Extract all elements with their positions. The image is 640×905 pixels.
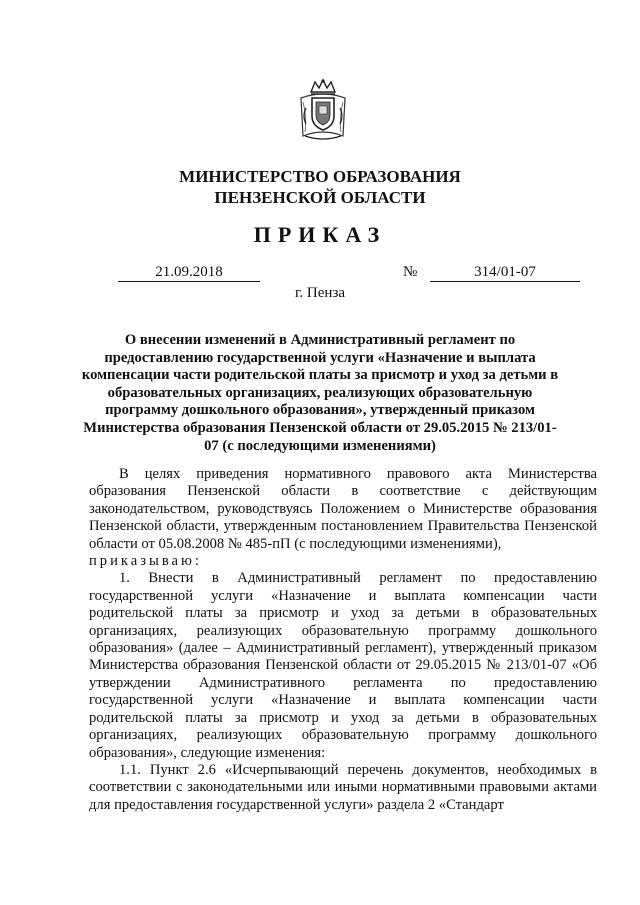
order-number-label: № <box>403 264 418 280</box>
ministry-name-line1: МИНИСТЕРСТВО ОБРАЗОВАНИЯ <box>179 167 461 186</box>
orders-word: приказываю: <box>89 553 202 570</box>
order-date: 21.09.2018 <box>118 263 260 282</box>
coat-of-arms-icon <box>297 78 349 142</box>
order-number: 314/01-07 <box>430 263 580 282</box>
ministry-name-line2: ПЕНЗЕНСКОЙ ОБЛАСТИ <box>214 188 426 207</box>
preamble-text: В целях приведения нормативного правового акта Министерства образования Пензенской области в соответствие с действующим законодательством, руководствуясь Положением о Министерстве образования Пензенской области, утвержденным постановлением Правительства Пензенской области от 05.08.2008 № 485-пП (с последующими изменениями), <box>89 466 597 552</box>
document-type: ПРИКАЗ <box>253 222 387 247</box>
item-1-paragraph: 1. Внести в Административный регламент по предоставлению государственной услуги «Назначение и выплата компенсации части родительской платы за присмотр и уход за детьми в образовательных организациях, реализующих образовательную программу дошкольного образования» (далее – Административный регламент), утвержденный приказом Министерства образования Пензенской области от 29.05.2015 № 213/01-07 «Об утверждении Административного регламента по предоставлению государственной услуги «Назначение и выплата компенсации части родительской платы за присмотр и уход за детьми в образовательных организациях, реализующих образовательную программу дошкольного образования», следующие изменения: <box>89 570 597 761</box>
order-subject: О внесении изменений в Административный регламент по предоставлению государственной услуги «Назначение и выплата компенсации части родительской платы за присмотр и уход за детьми в образовательных организациях, реализующих образовательную программу дошкольного образования», утвержденный приказом Министерства образования Пензенской области от 29.05.2015 № 213/01-07 (с последующими изменениями) <box>81 332 559 454</box>
item-1-1-paragraph: 1.1. Пункт 2.6 «Исчерпывающий перечень документов, необходимых в соответствии с законодательными или иными нормативными правовыми актами для предоставления государственной услуги» раздела 2 «Стандарт <box>89 761 597 813</box>
order-city: г. Пенза <box>294 285 346 301</box>
ministry-name <box>0 166 640 208</box>
document-body <box>89 466 597 814</box>
preamble-paragraph <box>89 466 597 570</box>
